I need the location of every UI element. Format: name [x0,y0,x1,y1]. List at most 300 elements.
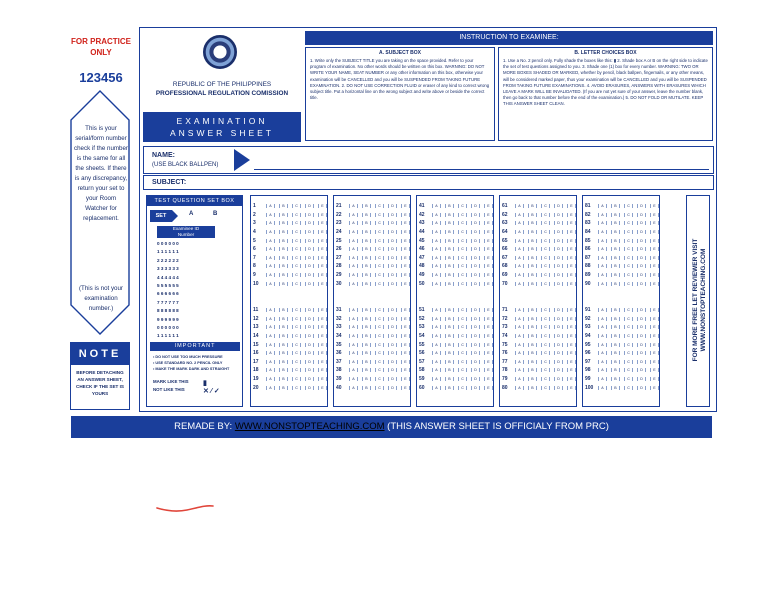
answer-bubble[interactable]: E [484,204,493,208]
answer-bubble[interactable]: E [401,351,410,355]
answer-bubble[interactable]: D [305,360,314,364]
answer-bubble[interactable]: C [541,351,550,355]
answer-bubble[interactable]: B [445,325,454,329]
answer-bubble[interactable]: E [401,230,410,234]
answer-bubble[interactable]: B [611,221,620,225]
answer-bubble[interactable]: D [554,256,563,260]
answer-bubble[interactable]: B [611,308,620,312]
answer-bubble[interactable]: E [318,282,327,286]
answer-bubble[interactable]: B [445,360,454,364]
answer-bubble[interactable]: D [305,221,314,225]
answer-bubble[interactable]: B [611,317,620,321]
answer-bubble[interactable]: C [458,264,467,268]
answer-bubble[interactable]: A [515,386,524,390]
answer-bubble[interactable]: E [650,273,659,277]
answer-bubble[interactable]: C [458,256,467,260]
answer-bubble[interactable]: B [611,351,620,355]
answer-bubble[interactable]: B [279,317,288,321]
answer-bubble[interactable]: A [515,325,524,329]
set-option-a[interactable]: A [189,211,194,217]
answer-bubble[interactable]: B [611,334,620,338]
answer-bubble[interactable]: B [362,230,371,234]
answer-bubble[interactable]: C [624,247,633,251]
answer-bubble[interactable]: B [445,230,454,234]
answer-bubble[interactable]: B [611,239,620,243]
answer-bubble[interactable]: A [598,308,607,312]
answer-bubble[interactable]: D [388,273,397,277]
answer-bubble[interactable]: D [305,325,314,329]
answer-bubble[interactable]: E [650,368,659,372]
answer-bubble[interactable]: B [445,351,454,355]
answer-bubble[interactable]: D [637,230,646,234]
answer-bubble[interactable]: D [305,386,314,390]
answer-bubble[interactable]: B [279,368,288,372]
answer-bubble[interactable]: B [611,343,620,347]
answer-bubble[interactable]: C [375,282,384,286]
answer-bubble[interactable]: A [266,282,275,286]
answer-bubble[interactable]: E [567,334,576,338]
answer-bubble[interactable]: E [318,308,327,312]
answer-bubble[interactable]: B [279,308,288,312]
answer-bubble[interactable]: D [471,247,480,251]
answer-bubble[interactable]: D [305,343,314,347]
answer-bubble[interactable]: C [292,213,301,217]
answer-bubble[interactable]: B [528,334,537,338]
answer-bubble[interactable]: A [515,368,524,372]
answer-bubble[interactable]: B [528,239,537,243]
answer-bubble[interactable]: C [292,204,301,208]
id-bubble-row[interactable]: 7 7 7 7 7 7 [157,299,179,305]
answer-bubble[interactable]: D [388,282,397,286]
answer-bubble[interactable]: D [554,351,563,355]
answer-bubble[interactable]: D [471,230,480,234]
answer-bubble[interactable]: A [349,343,358,347]
answer-bubble[interactable]: A [515,377,524,381]
answer-bubble[interactable]: E [484,247,493,251]
answer-bubble[interactable]: D [471,213,480,217]
answer-bubble[interactable]: E [484,325,493,329]
answer-bubble[interactable]: C [541,282,550,286]
answer-bubble[interactable]: E [484,351,493,355]
answer-bubble[interactable]: B [362,213,371,217]
answer-bubble[interactable]: C [458,282,467,286]
answer-bubble[interactable]: B [611,282,620,286]
answer-bubble[interactable]: D [637,264,646,268]
answer-bubble[interactable]: C [292,325,301,329]
answer-bubble[interactable]: C [292,239,301,243]
answer-bubble[interactable]: C [541,230,550,234]
answer-bubble[interactable]: C [541,386,550,390]
answer-bubble[interactable]: D [637,221,646,225]
answer-bubble[interactable]: E [484,377,493,381]
answer-bubble[interactable]: A [598,343,607,347]
answer-bubble[interactable]: E [318,273,327,277]
answer-bubble[interactable]: B [445,221,454,225]
answer-bubble[interactable]: B [445,264,454,268]
answer-bubble[interactable]: D [554,334,563,338]
answer-bubble[interactable]: D [471,204,480,208]
answer-bubble[interactable]: B [362,368,371,372]
answer-bubble[interactable]: B [528,360,537,364]
answer-bubble[interactable]: E [567,377,576,381]
answer-bubble[interactable]: B [362,386,371,390]
answer-bubble[interactable]: C [292,343,301,347]
answer-bubble[interactable]: E [567,230,576,234]
answer-bubble[interactable]: A [266,325,275,329]
id-bubble-row[interactable]: 1 1 1 1 1 1 [157,249,179,255]
answer-bubble[interactable]: D [471,386,480,390]
answer-bubble[interactable]: A [515,334,524,338]
answer-bubble[interactable]: C [292,247,301,251]
answer-bubble[interactable]: B [362,317,371,321]
answer-bubble[interactable]: E [650,256,659,260]
answer-bubble[interactable]: A [349,308,358,312]
answer-bubble[interactable]: A [515,221,524,225]
answer-bubble[interactable]: C [624,351,633,355]
answer-bubble[interactable]: A [432,377,441,381]
answer-bubble[interactable]: E [484,230,493,234]
answer-bubble[interactable]: A [432,282,441,286]
answer-bubble[interactable]: C [541,343,550,347]
answer-bubble[interactable]: B [445,256,454,260]
answer-bubble[interactable]: E [318,221,327,225]
answer-bubble[interactable]: A [432,230,441,234]
answer-bubble[interactable]: C [458,308,467,312]
answer-bubble[interactable]: C [541,308,550,312]
answer-bubble[interactable]: D [388,386,397,390]
answer-bubble[interactable]: C [292,273,301,277]
answer-bubble[interactable]: A [266,256,275,260]
answer-bubble[interactable]: E [318,351,327,355]
answer-bubble[interactable]: E [318,247,327,251]
answer-bubble[interactable]: C [541,273,550,277]
id-bubble-row[interactable]: 5 5 5 5 5 5 [157,282,179,288]
answer-bubble[interactable]: A [266,264,275,268]
answer-bubble[interactable]: A [349,351,358,355]
answer-bubble[interactable]: A [349,317,358,321]
answer-bubble[interactable]: E [401,239,410,243]
answer-bubble[interactable]: E [401,308,410,312]
answer-bubble[interactable]: C [541,247,550,251]
answer-bubble[interactable]: E [318,230,327,234]
answer-bubble[interactable]: A [266,213,275,217]
answer-bubble[interactable]: C [375,386,384,390]
id-bubble-row[interactable]: 6 6 6 6 6 6 [157,291,179,297]
answer-bubble[interactable]: A [266,386,275,390]
answer-bubble[interactable]: B [362,221,371,225]
answer-bubble[interactable]: D [388,317,397,321]
answer-bubble[interactable]: A [598,282,607,286]
answer-bubble[interactable]: A [515,239,524,243]
answer-bubble[interactable]: E [567,221,576,225]
answer-bubble[interactable]: D [388,368,397,372]
answer-bubble[interactable]: C [292,308,301,312]
answer-bubble[interactable]: E [650,230,659,234]
answer-bubble[interactable]: D [305,377,314,381]
answer-bubble[interactable]: B [528,368,537,372]
answer-bubble[interactable]: B [362,334,371,338]
answer-bubble[interactable]: A [349,239,358,243]
answer-bubble[interactable]: B [362,204,371,208]
answer-bubble[interactable]: C [458,221,467,225]
answer-bubble[interactable]: A [349,256,358,260]
answer-bubble[interactable]: D [637,204,646,208]
answer-bubble[interactable]: A [349,334,358,338]
answer-bubble[interactable]: B [611,230,620,234]
answer-bubble[interactable]: E [567,351,576,355]
answer-bubble[interactable]: A [349,377,358,381]
answer-bubble[interactable]: E [401,256,410,260]
answer-bubble[interactable]: E [484,273,493,277]
answer-bubble[interactable]: E [401,317,410,321]
answer-bubble[interactable]: D [388,256,397,260]
answer-bubble[interactable]: E [650,247,659,251]
answer-bubble[interactable]: E [567,308,576,312]
answer-bubble[interactable]: D [471,221,480,225]
answer-bubble[interactable]: E [401,282,410,286]
answer-bubble[interactable]: A [432,204,441,208]
answer-bubble[interactable]: D [637,368,646,372]
answer-bubble[interactable]: C [292,282,301,286]
answer-bubble[interactable]: B [362,308,371,312]
answer-bubble[interactable]: A [432,368,441,372]
answer-bubble[interactable]: B [279,351,288,355]
answer-bubble[interactable]: E [484,360,493,364]
answer-bubble[interactable]: B [279,213,288,217]
answer-bubble[interactable]: D [471,308,480,312]
answer-bubble[interactable]: B [279,334,288,338]
answer-bubble[interactable]: E [567,360,576,364]
answer-bubble[interactable]: B [528,213,537,217]
answer-bubble[interactable]: E [650,221,659,225]
answer-bubble[interactable]: D [637,256,646,260]
answer-bubble[interactable]: A [266,334,275,338]
answer-bubble[interactable]: B [528,308,537,312]
answer-bubble[interactable]: B [611,360,620,364]
answer-bubble[interactable]: D [305,351,314,355]
answer-bubble[interactable]: C [375,325,384,329]
answer-bubble[interactable]: D [305,334,314,338]
id-bubble-row[interactable]: 3 3 3 3 3 3 [157,266,179,272]
answer-bubble[interactable]: E [567,256,576,260]
answer-bubble[interactable]: B [528,282,537,286]
answer-bubble[interactable]: A [515,282,524,286]
answer-bubble[interactable]: B [362,264,371,268]
answer-bubble[interactable]: D [637,247,646,251]
answer-bubble[interactable]: D [305,317,314,321]
answer-bubble[interactable]: E [318,368,327,372]
answer-bubble[interactable]: A [432,386,441,390]
answer-bubble[interactable]: B [611,204,620,208]
answer-bubble[interactable]: D [471,239,480,243]
answer-bubble[interactable]: A [515,308,524,312]
answer-bubble[interactable]: B [611,247,620,251]
answer-bubble[interactable]: A [432,360,441,364]
answer-bubble[interactable]: A [349,325,358,329]
answer-bubble[interactable]: A [598,230,607,234]
set-option-b[interactable]: B [213,211,218,217]
answer-bubble[interactable]: B [445,377,454,381]
answer-bubble[interactable]: C [541,256,550,260]
answer-bubble[interactable]: A [266,377,275,381]
answer-bubble[interactable]: D [554,221,563,225]
answer-bubble[interactable]: B [279,282,288,286]
answer-bubble[interactable]: E [401,343,410,347]
answer-bubble[interactable]: B [528,221,537,225]
answer-bubble[interactable]: B [611,386,620,390]
answer-bubble[interactable]: D [554,325,563,329]
answer-bubble[interactable]: D [388,325,397,329]
answer-bubble[interactable]: E [567,273,576,277]
answer-bubble[interactable]: C [458,386,467,390]
answer-bubble[interactable]: C [375,230,384,234]
answer-bubble[interactable]: C [624,264,633,268]
answer-bubble[interactable]: C [624,317,633,321]
answer-bubble[interactable]: E [484,264,493,268]
answer-bubble[interactable]: B [611,325,620,329]
answer-bubble[interactable]: B [362,343,371,347]
answer-bubble[interactable]: D [471,317,480,321]
answer-bubble[interactable]: D [388,221,397,225]
answer-bubble[interactable]: D [388,213,397,217]
answer-bubble[interactable]: A [515,247,524,251]
answer-bubble[interactable]: A [266,360,275,364]
answer-bubble[interactable]: C [292,230,301,234]
answer-bubble[interactable]: B [279,377,288,381]
answer-bubble[interactable]: E [650,325,659,329]
answer-bubble[interactable]: C [624,325,633,329]
answer-bubble[interactable]: D [471,351,480,355]
answer-bubble[interactable]: A [598,264,607,268]
id-bubble-row[interactable]: 9 9 9 9 9 9 [157,316,179,322]
answer-bubble[interactable]: A [349,273,358,277]
answer-bubble[interactable]: B [445,343,454,347]
answer-bubble[interactable]: A [515,256,524,260]
answer-bubble[interactable]: B [528,256,537,260]
answer-bubble[interactable]: E [650,360,659,364]
answer-bubble[interactable]: E [401,213,410,217]
answer-bubble[interactable]: E [567,282,576,286]
answer-bubble[interactable]: B [445,334,454,338]
answer-bubble[interactable]: B [279,360,288,364]
answer-bubble[interactable]: C [458,360,467,364]
answer-bubble[interactable]: E [318,317,327,321]
answer-bubble[interactable]: B [362,325,371,329]
answer-bubble[interactable]: A [515,351,524,355]
answer-bubble[interactable]: E [484,334,493,338]
answer-bubble[interactable]: D [554,343,563,347]
answer-bubble[interactable]: E [401,264,410,268]
answer-bubble[interactable]: E [650,264,659,268]
answer-bubble[interactable]: D [554,377,563,381]
answer-bubble[interactable]: C [541,325,550,329]
answer-bubble[interactable]: D [388,308,397,312]
answer-bubble[interactable]: D [305,282,314,286]
answer-bubble[interactable]: E [567,247,576,251]
answer-bubble[interactable]: B [279,264,288,268]
answer-bubble[interactable]: D [554,213,563,217]
answer-bubble[interactable]: D [305,256,314,260]
answer-bubble[interactable]: C [375,360,384,364]
answer-bubble[interactable]: D [305,213,314,217]
answer-bubble[interactable]: C [375,213,384,217]
answer-bubble[interactable]: A [349,264,358,268]
answer-bubble[interactable]: D [471,334,480,338]
answer-bubble[interactable]: B [611,256,620,260]
answer-bubble[interactable]: E [484,282,493,286]
answer-bubble[interactable]: A [515,230,524,234]
answer-bubble[interactable]: B [445,273,454,277]
answer-bubble[interactable]: E [650,213,659,217]
answer-bubble[interactable]: E [318,264,327,268]
id-bubble-row[interactable]: 8 8 8 8 8 8 [157,308,179,314]
answer-bubble[interactable]: E [318,360,327,364]
answer-bubble[interactable]: B [445,386,454,390]
answer-bubble[interactable]: B [279,273,288,277]
answer-bubble[interactable]: C [624,230,633,234]
answer-bubble[interactable]: B [445,247,454,251]
answer-bubble[interactable]: E [318,377,327,381]
answer-bubble[interactable]: D [554,308,563,312]
answer-bubble[interactable]: A [515,273,524,277]
answer-bubble[interactable]: D [471,264,480,268]
answer-bubble[interactable]: D [554,239,563,243]
answer-bubble[interactable]: B [528,351,537,355]
answer-bubble[interactable]: C [624,213,633,217]
answer-bubble[interactable]: A [598,213,607,217]
answer-bubble[interactable]: A [266,343,275,347]
answer-bubble[interactable]: A [266,351,275,355]
answer-bubble[interactable]: A [598,351,607,355]
answer-bubble[interactable]: B [279,343,288,347]
answer-bubble[interactable]: D [554,264,563,268]
answer-bubble[interactable]: C [541,264,550,268]
answer-bubble[interactable]: E [484,386,493,390]
answer-bubble[interactable]: A [349,221,358,225]
promo-line2[interactable]: WWW.NONSTOPTEACHING.COM [700,248,707,352]
answer-bubble[interactable]: C [292,351,301,355]
answer-bubble[interactable]: D [637,308,646,312]
answer-bubble[interactable]: D [554,273,563,277]
answer-bubble[interactable]: B [445,368,454,372]
answer-bubble[interactable]: C [458,204,467,208]
answer-bubble[interactable]: C [624,377,633,381]
answer-bubble[interactable]: D [388,377,397,381]
answer-bubble[interactable]: A [598,256,607,260]
answer-bubble[interactable]: D [637,273,646,277]
answer-bubble[interactable]: B [362,282,371,286]
answer-bubble[interactable]: B [445,239,454,243]
answer-bubble[interactable]: B [611,377,620,381]
answer-bubble[interactable]: A [432,308,441,312]
answer-bubble[interactable]: C [541,377,550,381]
answer-bubble[interactable]: E [484,221,493,225]
answer-bubble[interactable]: A [432,273,441,277]
answer-bubble[interactable]: D [554,386,563,390]
answer-bubble[interactable]: E [484,256,493,260]
answer-bubble[interactable]: A [515,213,524,217]
answer-bubble[interactable]: E [318,386,327,390]
answer-bubble[interactable]: D [305,264,314,268]
answer-bubble[interactable]: E [484,368,493,372]
answer-bubble[interactable]: E [567,213,576,217]
answer-bubble[interactable]: E [567,204,576,208]
answer-bubble[interactable]: D [554,317,563,321]
answer-bubble[interactable]: C [375,221,384,225]
answer-bubble[interactable]: A [266,230,275,234]
answer-bubble[interactable]: A [349,360,358,364]
answer-bubble[interactable]: D [471,256,480,260]
